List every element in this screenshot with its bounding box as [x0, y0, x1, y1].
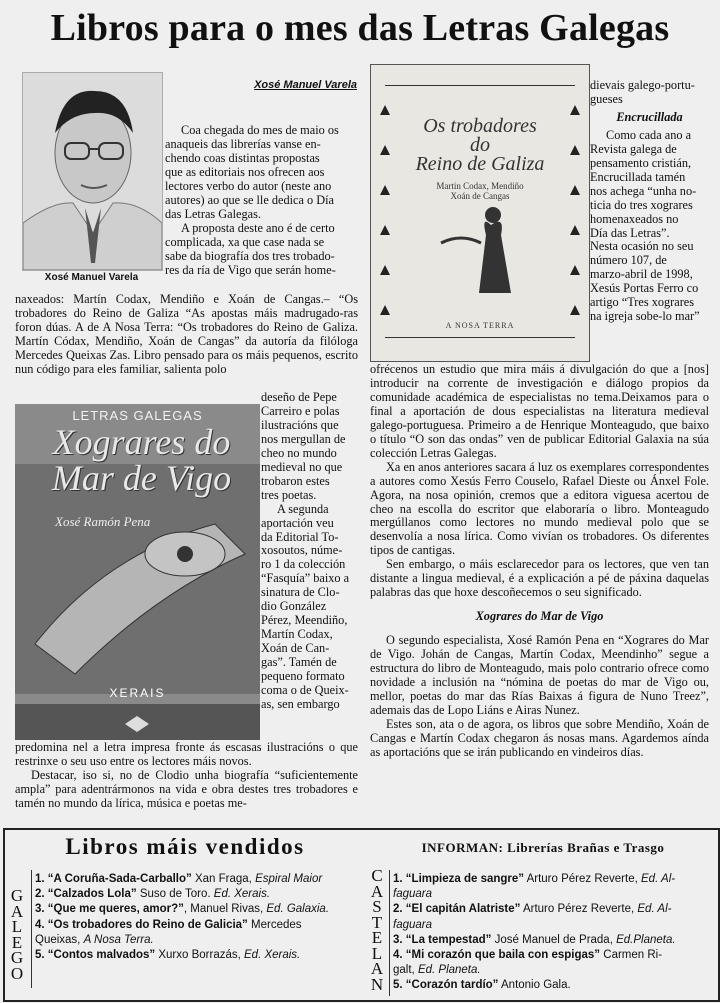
text-line: da Editorial To- [261, 529, 339, 544]
item-author: , Manuel Rivas, [183, 903, 267, 916]
byline: Xosé Manuel Varela [254, 79, 357, 91]
item-number: 3. [35, 903, 45, 916]
book-cover-trobadores [370, 64, 590, 362]
text-line: aportación veu [261, 515, 334, 530]
col1-paragraph-2: naxeados: Martín Codax, Mendiño e Xoán de Cangas.– “Os trobadores do Reino de Galiza “As apostas máis madrugado-ras foron dúas. A de A Nosa Terra: “Os trobadores do Reino de Galiza. Martín Códax, Mendiño, Xoán de Cangas” da autoría da filóloga Mercedes Queixas Zas. Libro pensado para os máis pequenos, escrito nun código para eles familiar, salienta polo [15, 292, 358, 376]
item-author: Suso de Toro. [136, 888, 214, 901]
item-author: Carmen Ri- [600, 949, 663, 962]
item-publisher: Ed. Galaxia. [266, 903, 330, 916]
cover2-publisher: XERAIS [109, 686, 166, 700]
text-line: Xesús Portas Ferro co [590, 281, 699, 296]
item-title: “Que me queres, amor?” [47, 903, 184, 916]
text-line: Encrucillada tamén [590, 169, 686, 184]
letter: E [371, 928, 383, 947]
item-number: 5. [393, 979, 403, 992]
item-author: Queixas, [35, 933, 84, 946]
text-line: gueses [590, 91, 623, 106]
item-number: 4. [35, 918, 45, 931]
text-line: Pérez, Meendiño, [261, 613, 348, 628]
item-number: 1. [393, 873, 403, 885]
cover1-title [371, 117, 589, 174]
item-publisher: faguara [393, 888, 433, 901]
item-author: galt, [393, 964, 418, 977]
item-number: 2. [393, 903, 403, 916]
letter: G [10, 886, 24, 905]
headline: Libros para o mes das Letras Galegas [50, 7, 670, 49]
text-line: deseño de Pepe [261, 390, 337, 404]
paragraph: Estes son, ata o de agora, os libros que sobre Mendiño, Xoán de Cangas e Martín Codax chegaron ás nosas mans. Agardemos aínda as aportacións que se irán publicando en vindeiros días. [370, 716, 709, 759]
item-publisher: Ed. Xerais. [213, 888, 271, 901]
letter: T [371, 912, 383, 932]
text-line: pequeno formato [261, 669, 345, 684]
text-line: lectores verbo do autor (neste ano [165, 178, 332, 193]
author-photo [22, 72, 163, 271]
item-author: Arturo Pérez Reverte, [520, 903, 638, 916]
item-publisher: A Nosa Terra. [83, 933, 154, 946]
list-item [35, 872, 363, 887]
text-line: medieval no que [261, 459, 343, 474]
book-cover-xograres [15, 404, 260, 740]
text-line: Nesta ocasión no seu [590, 239, 694, 254]
list-item [393, 978, 713, 993]
cover1-authors [371, 181, 589, 201]
text-line: Xoán de Can- [261, 641, 330, 656]
subhead-text: Encrucillada [616, 109, 683, 124]
item-number: 4. [393, 949, 403, 962]
text-line: coma o de Queix- [261, 683, 349, 698]
item-title: “La tempestad” [405, 933, 492, 946]
divider [389, 870, 390, 996]
text-line: homenaxeados no [590, 211, 679, 226]
text-line: que as editoriais nos ofrecen aos [165, 164, 325, 179]
galego-list [35, 872, 363, 963]
text-line: das Letras Galegas. [165, 206, 261, 221]
text-line: dio González [261, 599, 327, 614]
letter: A [10, 901, 24, 921]
castelan-vertical-label [369, 868, 385, 992]
item-publisher: Ed.Planeta. [616, 933, 676, 946]
item-author: Xurxo Borrazás, [155, 949, 244, 962]
letter: A [370, 881, 384, 901]
text-line: Carreiro e polas [261, 403, 340, 418]
cover2-title [23, 424, 260, 496]
item-publisher: Ed. Al- [637, 903, 672, 916]
item-publisher: Ed. Xerais. [244, 949, 301, 962]
list-item [393, 963, 713, 978]
list-item [393, 902, 713, 917]
item-publisher: faguara [393, 918, 433, 931]
letter: E [11, 932, 23, 952]
text-line: dievais galego-portu- [590, 78, 695, 92]
text-line: as, sen embargo [261, 696, 340, 711]
text-line: xosoutos, núme- [261, 543, 343, 558]
text-line: sabe da biografía dos tres trobado- [165, 248, 335, 263]
paragraph: ofrécenos un estudio que mira máis á divulgación do que a [nos] introducir na corrente de investigación e diálogo propios da comunidade académica de especialistas no tema.Deixamos para o final a aportación de dous especialistas na literatura medieval galego-portuguesa. Primeiro a de Henrique Monteagudo, que baixo o título “O son das ondas” ven de publicar Editorial Galaxia na súa colección Letras Galegas. [370, 362, 709, 460]
cover1-publisher: A NOSA TERRA [445, 321, 515, 330]
item-title: “Calzados Lola” [47, 888, 137, 901]
letter: C [371, 866, 383, 885]
cover2-author: Xosé Ramón Pena [55, 514, 151, 529]
item-title: “Contos malvados” [47, 949, 156, 962]
item-title: “Os trobadores do Reino de Galicia” [47, 918, 248, 931]
text-line: A segunda [277, 501, 329, 516]
letter: N [370, 974, 384, 994]
item-number: 3. [393, 933, 403, 946]
letter: L [371, 943, 383, 963]
text-line: anaqueis das librerías vanse en- [165, 136, 321, 151]
text-line: nos achega “unha no- [590, 183, 697, 198]
cover2-title-line: Xograres do [52, 422, 231, 462]
text-line: na igreja sobe-lo mar” [590, 309, 700, 324]
text-line: res da ría de Vigo que serán home- [165, 262, 336, 277]
divider [31, 870, 32, 988]
list-item [393, 948, 713, 963]
paragraph: O segundo especialista, Xosé Ramón Pena en “Xograres do Mar de Vigo. Johán de Cangas, Martín Codax, Meendinho” segue a estructura do libro de Monteagudo, mais polo contrario ofrece como novidade a inclusión na “nómina de poetas do mar de Vigo ou, mellor, poetas do mar das Rías Baixas á figura de Nuno Treez”, ademais das de Lopo Liáns e Airas Nunez. [370, 633, 709, 717]
item-number: 1. [35, 873, 45, 885]
item-publisher: Ed. Planeta. [417, 964, 481, 977]
cover1-title-line: Reino de Galiza [415, 153, 545, 175]
text-line: ilustracións que [261, 417, 339, 432]
col1-intro [165, 124, 358, 277]
cover1-authors-line: Martin Codax, Mendiño [436, 181, 524, 191]
text-line: sinatura de Clo- [261, 585, 340, 600]
list-item [393, 872, 713, 887]
cover2-title-line: Mar de Vigo [51, 458, 232, 498]
bestsellers-box [3, 828, 720, 1002]
text-line: cheo no mundo [261, 445, 337, 460]
item-title: “A Coruña-Sada-Carballo” [47, 873, 192, 885]
castelan-list [393, 872, 713, 994]
text-line: Revista galega de [590, 141, 677, 156]
text-line: ro 1 da colección [261, 557, 346, 572]
text-line: “Fasquía” baixo a [261, 571, 350, 586]
item-publisher: Ed. Al- [641, 873, 676, 885]
bestsellers-title: Libros máis vendidos [65, 834, 305, 859]
text-line: Coa chegada do mes de maio os [181, 123, 339, 137]
text-line: autores) ao que se lle dedica o Día [165, 192, 335, 207]
list-item [393, 887, 713, 902]
text-line: gas”. Tamén de [261, 655, 337, 670]
item-author: Mercedes [247, 918, 302, 931]
list-item [393, 933, 713, 948]
paragraph: Sen embargo, o máis esclarecedor para os lectores, que ven tan distante a lingua medieval, é a explicación a pé de páxina daquelas palabras das que hoxe descoñecemos o seu significado. [370, 557, 709, 600]
text-line: artigo “Tres xograres [590, 295, 695, 310]
text-line: trobaron estes [261, 473, 330, 488]
col2-body [370, 363, 709, 760]
item-number: 2. [35, 888, 45, 901]
text-line: A proposta deste ano é de certo [181, 220, 335, 235]
col1-side-text [261, 391, 358, 712]
letter: L [11, 917, 23, 936]
item-author: Antonio Gala. [498, 979, 571, 992]
item-publisher: Espiral Maior [255, 873, 323, 885]
list-item [35, 902, 363, 917]
text-line: Día das Letras”. [590, 225, 670, 240]
item-author: Xan Fraga, [191, 873, 256, 885]
list-item [35, 918, 363, 933]
col2-side-text [590, 79, 709, 324]
text-line: complicada, xa que case nada se [165, 234, 325, 249]
list-item [393, 918, 713, 933]
text-line: marzo-abril de 1998, [590, 267, 693, 282]
item-title: “Limpieza de sangre” [405, 873, 525, 885]
cover2-series: LETRAS GALEGAS [72, 408, 203, 423]
letter: A [370, 959, 384, 978]
text-line: pensamento cristián, [590, 155, 692, 170]
galego-vertical-label [9, 888, 25, 981]
text-line: chendo coas distintas propostas [165, 150, 320, 165]
item-author: Arturo Pérez Reverte, [524, 873, 641, 885]
subhead-text: Xograres do Mar de Vigo [475, 609, 604, 624]
photo-caption: Xosé Manuel Varela [44, 272, 139, 283]
letter: S [372, 897, 382, 916]
list-item [35, 933, 363, 948]
item-title: “El capitán Alatriste” [405, 903, 521, 916]
cover1-title-line: do [470, 134, 490, 156]
paragraph: Xa en anos anteriores sacara á luz os exemplares correspondentes a autores como Xesús Ferro Couselo, Rafael Dieste ou Ánxel Fole. Agora, na nosa opinión, cremos que a editora viguesa acertou de cheo na escolla do escritor que elaboraría o libro. Monteagudo mergúllanos como lectores no mundo medieval polo que se desenvolía a nosa lírica. Como vivían os trobadores. Os diferentes tipos de cantigas. [370, 459, 709, 558]
list-item [35, 948, 363, 963]
subhead-encrucillada [590, 111, 709, 125]
text-line: Martín Codax, [261, 627, 333, 642]
text-line: Como cada ano a [606, 127, 692, 142]
subhead-xograres [370, 610, 709, 624]
cover1-title-line: Os trobadores [423, 115, 537, 137]
letter: O [10, 963, 24, 983]
text-line: ticia do tres xograres [590, 197, 693, 212]
item-author: José Manuel de Prada, [491, 933, 617, 946]
item-title: “Corazón tardío” [405, 979, 499, 992]
col1-bottom [15, 741, 358, 811]
cover1-authors-line: Xoán de Cangas [450, 191, 510, 201]
paragraph: Destacar, iso si, no de Clodio unha biografía “suficientemente ampla” para adentrármonos na vida e obra destes tres trobadores e tamén no mundo da lírica, música e poetas me- [15, 767, 358, 810]
letter: G [10, 948, 24, 967]
item-title: “Mi corazón que baila con espigas” [405, 949, 601, 962]
item-number: 5. [35, 949, 45, 962]
paragraph: predomina nel a letra impresa fronte ás escasas ilustracións o que restrinxe o seu uso entre os lectores máis novos. [15, 740, 358, 768]
text-line: tres poetas. [261, 487, 317, 502]
bestsellers-inform: INFORMAN: Librerías Brañas e Trasgo [421, 840, 665, 855]
text-line: nos mergullan de [261, 431, 346, 446]
text-line: número 107, de [590, 253, 667, 268]
list-item [35, 887, 363, 902]
